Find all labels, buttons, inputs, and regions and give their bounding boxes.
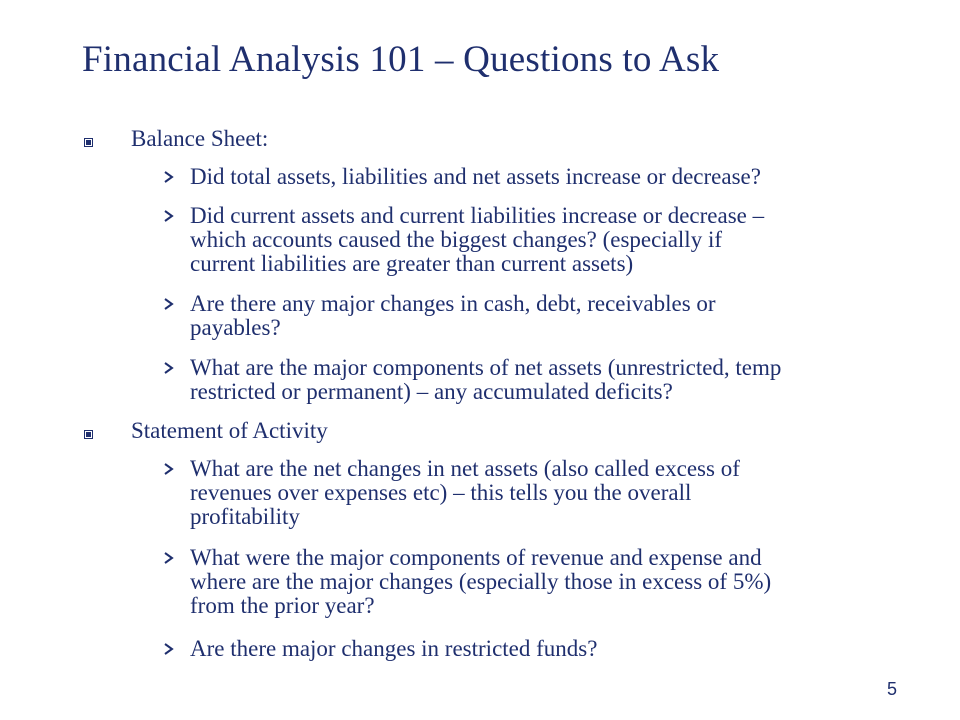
- list-item: What were the major components of revenue and expense and where are the major changes (especially those in excess of 5%) from the prior year?: [190, 545, 772, 618]
- arrow-bullet-icon: [163, 210, 175, 222]
- arrow-bullet-icon: [163, 643, 175, 655]
- arrow-bullet-icon: [163, 463, 175, 475]
- list-item: Did total assets, liabilities and net assets increase or decrease?: [190, 164, 761, 189]
- arrow-bullet-icon: [163, 552, 175, 564]
- section-heading-balance-sheet: Balance Sheet:: [131, 126, 269, 151]
- section-heading-statement-of-activity: Statement of Activity: [131, 418, 328, 443]
- list-item: Are there any major changes in cash, debt, receivables or payables?: [190, 291, 716, 340]
- square-bullet-icon: [84, 138, 93, 147]
- arrow-bullet-icon: [163, 171, 175, 183]
- slide-title: Financial Analysis 101 – Questions to Ask: [82, 39, 720, 80]
- page-number: 5: [887, 679, 898, 699]
- list-item: What are the major components of net assets (unrestricted, temp restricted or permanent) – any accumulated deficits?: [190, 355, 782, 404]
- list-item: Are there major changes in restricted funds?: [190, 636, 598, 661]
- arrow-bullet-icon: [163, 298, 175, 310]
- arrow-bullet-icon: [163, 362, 175, 374]
- list-item: Did current assets and current liabilities increase or decrease – which accounts caused the biggest changes? (especially if current liabilities are greater than current assets): [190, 203, 765, 276]
- square-bullet-icon: [84, 430, 93, 439]
- list-item: What are the net changes in net assets (also called excess of revenues over expenses etc) – this tells you the overall profitability: [190, 456, 740, 529]
